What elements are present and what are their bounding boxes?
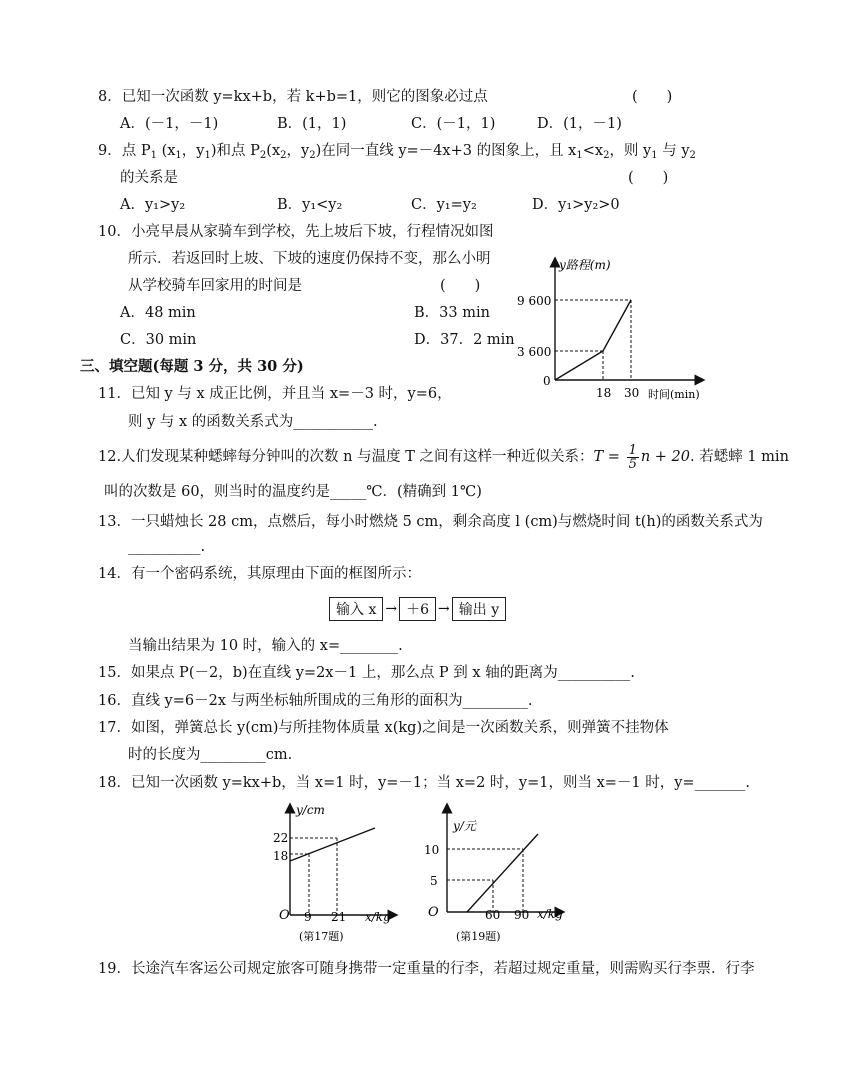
q9-answer-paren: ( ) — [628, 170, 669, 186]
q14-arrow-1: → — [385, 601, 398, 617]
q8-answer-paren: ( ) — [632, 89, 673, 105]
q10-route-line — [555, 300, 631, 380]
q16: 16．直线 y=6－2x 与两坐标轴所围成的三角形的面积为_________. — [98, 693, 533, 709]
q10-line1: 10．小亮早晨从家骑车到学校，先上坡后下坡，行程情况如图 — [98, 224, 494, 240]
q17-caption: (第17题) — [299, 930, 344, 943]
q10-xtick-30: 30 — [624, 386, 640, 400]
q17-xtick-9: 9 — [304, 910, 312, 924]
q17-ytick-18: 18 — [273, 849, 289, 863]
q19-ytick-10: 10 — [424, 843, 440, 857]
q10-option-b: B．33 min — [414, 305, 490, 321]
q10-answer-paren: ( ) — [440, 278, 481, 294]
q19-caption: (第19题) — [456, 930, 501, 943]
q17-origin-label: O — [279, 908, 290, 923]
q19-xtick-60: 60 — [485, 908, 501, 922]
q17-line — [290, 828, 375, 861]
q17-xtick-21: 21 — [331, 910, 347, 924]
q19-y-axis-label: y/元 — [453, 819, 476, 833]
q19-luggage-graph — [420, 800, 570, 948]
q14-output-box: 输出 y — [452, 597, 506, 621]
q10-option-c: C．30 min — [120, 332, 197, 348]
q9-stem-line2: 的关系是 — [120, 170, 178, 186]
q14-flowchart — [329, 597, 506, 621]
q10-option-a: A．48 min — [120, 305, 196, 321]
q17-line2: 时的长度为_________cm. — [128, 747, 293, 763]
q10-line2: 所示．若返回时上坡、下坡的速度仍保持不变，那么小明 — [128, 251, 491, 267]
q11-line2: 则 y 与 x 的函数关系式为___________. — [128, 414, 378, 430]
q9-option-d: D．y₁>y₂>0 — [532, 197, 620, 213]
q8-option-a: A．(－1，－1) — [120, 116, 219, 132]
q12-line2: 叫的次数是 60，则当时的温度约是_____℃．(精确到 1℃) — [104, 484, 482, 500]
q17-line1: 17．如图，弹簧总长 y(cm)与所挂物体质量 x(kg)之间是一次函数关系，则弹簧不挂物体 — [98, 720, 669, 736]
q14-input-box: 输入 x — [329, 597, 383, 621]
q10-distance-time-graph — [505, 252, 715, 400]
q10-ytick-3600: 3 600 — [517, 345, 552, 359]
q10-y-axis-label: y路程(m) — [559, 258, 611, 272]
q12-line1: 12.人们发现某种蟋蟀每分钟叫的次数 n 与温度 T 之间有这样一种近似关系：T = $\frac{1}{5}$ n + 20. 若蟋蟀 1 min — [98, 442, 789, 472]
q10-origin-label: 0 — [543, 374, 551, 388]
section-3-heading: 三、填空题(每题 3 分，共 30 分) — [80, 358, 304, 375]
q19-line1: 19．长途汽车客运公司规定旅客可随身携带一定重量的行李，若超过规定重量，则需购买行李票．行李 — [98, 961, 755, 977]
q18: 18．已知一次函数 y=kx+b，当 x=1 时，y=－1；当 x=2 时，y=1，则当 x=－1 时，y=_______. — [98, 775, 750, 791]
q17-y-axis-label: y/cm — [296, 803, 325, 817]
q10-xtick-18: 18 — [596, 386, 612, 400]
q8-option-c: C．(－1，1) — [411, 116, 496, 132]
q17-x-axis-label: x/kg — [365, 910, 391, 924]
q10-ytick-9600: 9 600 — [517, 294, 552, 308]
q14-line1: 14．有一个密码系统，其原理由下面的框图所示： — [98, 566, 421, 582]
q8-option-d: D．(1，－1) — [537, 116, 622, 132]
q10-option-d: D．37．2 min — [414, 332, 515, 348]
q19-line — [467, 834, 538, 912]
q15: 15．如果点 P(－2，b)在直线 y=2x－1 上，那么点 P 到 x 轴的距离为__________. — [98, 665, 635, 681]
q12-fraction: $\frac{1}{5}$ — [628, 442, 637, 472]
q8-option-b: B．(1，1) — [277, 116, 347, 132]
q14-arrow-2: → — [438, 601, 450, 617]
q19-origin-label: O — [428, 905, 439, 920]
q9-option-a: A．y₁>y₂ — [120, 197, 186, 213]
q14-line2: 当输出结果为 10 时，输入的 x=________. — [128, 638, 403, 654]
q17-ytick-22: 22 — [273, 831, 289, 845]
q9-option-b: B．y₁<y₂ — [277, 197, 343, 213]
q13-line2: __________. — [128, 539, 206, 555]
q10-line3: 从学校骑车回家用的时间是 — [128, 278, 302, 294]
q10-x-axis-label: 时间(min) — [648, 388, 700, 400]
q9-option-c: C．y₁=y₂ — [411, 197, 477, 213]
q19-xtick-90: 90 — [514, 908, 530, 922]
q11-line1: 11．已知 y 与 x 成正比例，并且当 x=－3 时，y=6， — [98, 386, 452, 402]
q19-x-axis-label: x/kg — [537, 907, 563, 921]
q13-line1: 13．一只蜡烛长 28 cm，点燃后，每小时燃烧 5 cm，剩余高度 l (cm)与燃烧时间 t(h)的函数关系式为 — [98, 514, 763, 530]
q17-spring-graph — [265, 800, 405, 948]
q14-add-box: ＋6 — [399, 597, 436, 621]
q8-stem: 8．已知一次函数 y=kx+b，若 k+b=1，则它的图象必过点 — [98, 89, 488, 105]
q9-stem: 9．点 $P_1$ ($x_1$，$y_1$)和点 $P_2(x_2$，$y_2$)在同一直线 y=－4x+3 的图象上，且 $x_1<x_2$，则 $y_1$ 与 $y_2$ — [98, 143, 696, 161]
q19-ytick-5: 5 — [430, 874, 438, 888]
